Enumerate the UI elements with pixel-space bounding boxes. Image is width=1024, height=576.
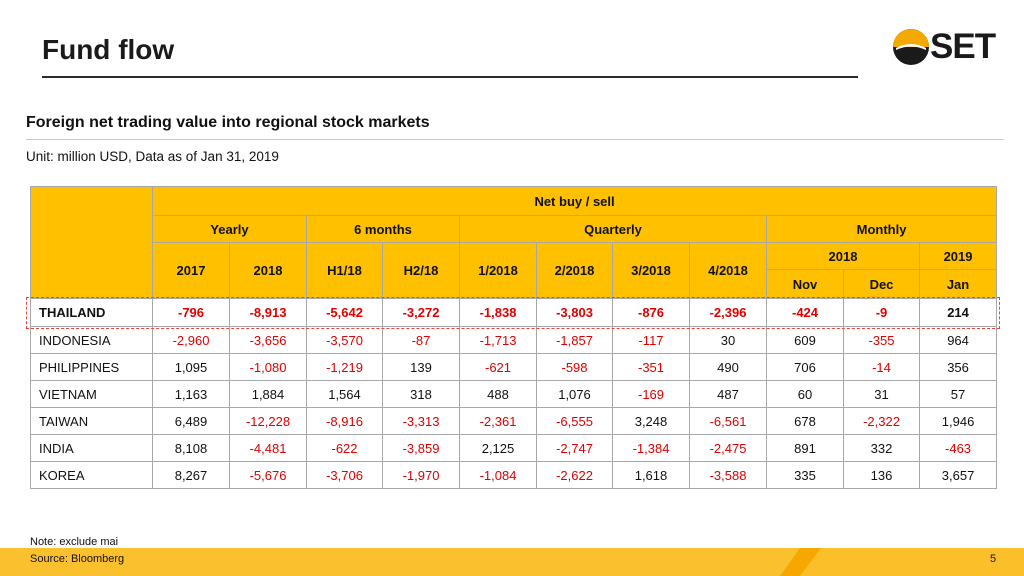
country-cell: PHILIPPINES (31, 354, 153, 381)
country-cell: KOREA (31, 462, 153, 489)
footer-band (0, 548, 1024, 576)
country-cell: INDONESIA (31, 327, 153, 354)
col-header: Jan (920, 270, 997, 299)
table-row (31, 327, 997, 354)
value-cell: -1,384 (613, 435, 690, 462)
value-cell: -169 (613, 381, 690, 408)
value-cell: 139 (383, 354, 460, 381)
value-cell: -2,396 (690, 299, 767, 327)
col-header: 1/2018 (460, 243, 537, 299)
value-cell: -1,838 (460, 299, 537, 327)
value-cell: -87 (383, 327, 460, 354)
value-cell: 335 (767, 462, 844, 489)
value-cell: 3,248 (613, 408, 690, 435)
value-cell: 31 (844, 381, 920, 408)
value-cell: 1,946 (920, 408, 997, 435)
value-cell: 8,267 (153, 462, 230, 489)
value-cell: -5,642 (307, 299, 383, 327)
value-cell: -3,706 (307, 462, 383, 489)
value-cell: 60 (767, 381, 844, 408)
value-cell: -3,272 (383, 299, 460, 327)
value-cell: 1,884 (230, 381, 307, 408)
page-number: 5 (990, 553, 997, 565)
value-cell: 1,618 (613, 462, 690, 489)
group-six-months: 6 months (307, 216, 460, 243)
value-cell: 891 (767, 435, 844, 462)
value-cell: -351 (613, 354, 690, 381)
value-cell: -6,561 (690, 408, 767, 435)
set-logo (892, 26, 1002, 68)
value-cell: 332 (844, 435, 920, 462)
table-body (31, 299, 997, 489)
value-cell: 678 (767, 408, 844, 435)
value-cell: -2,322 (844, 408, 920, 435)
col-header: 3/2018 (613, 243, 690, 299)
group-quarterly: Quarterly (460, 216, 767, 243)
set-logo-icon (892, 26, 930, 68)
table-row (31, 435, 997, 462)
value-cell: -463 (920, 435, 997, 462)
year-2018-header: 2018 (767, 243, 920, 270)
col-header: H1/18 (307, 243, 383, 299)
value-cell: -3,656 (230, 327, 307, 354)
value-cell: -2,960 (153, 327, 230, 354)
year-2019-header: 2019 (920, 243, 997, 270)
country-cell: THAILAND (31, 299, 153, 327)
value-cell: 318 (383, 381, 460, 408)
value-cell: 3,657 (920, 462, 997, 489)
value-cell: 57 (920, 381, 997, 408)
value-cell: -1,219 (307, 354, 383, 381)
footer-decoration (0, 548, 1024, 576)
table-row (31, 462, 997, 489)
country-cell: INDIA (31, 435, 153, 462)
value-cell: 8,108 (153, 435, 230, 462)
value-cell: 1,564 (307, 381, 383, 408)
value-cell: 1,095 (153, 354, 230, 381)
value-cell: -1,857 (537, 327, 613, 354)
value-cell: -622 (307, 435, 383, 462)
value-cell: -12,228 (230, 408, 307, 435)
unit-note: Unit: million USD, Data as of Jan 31, 2019 (26, 149, 279, 164)
col-header: H2/18 (383, 243, 460, 299)
logo-text: SET (930, 27, 996, 66)
source-note: Source: Bloomberg (30, 553, 125, 565)
value-cell: 490 (690, 354, 767, 381)
value-cell: -2,747 (537, 435, 613, 462)
footnote: Note: exclude mai (30, 536, 119, 548)
title-divider (42, 76, 858, 78)
value-cell: -3,588 (690, 462, 767, 489)
value-cell: -2,475 (690, 435, 767, 462)
value-cell: -1,970 (383, 462, 460, 489)
country-cell: TAIWAN (31, 408, 153, 435)
value-cell: 1,163 (153, 381, 230, 408)
value-cell: -8,916 (307, 408, 383, 435)
col-header: Dec (844, 270, 920, 299)
table-row (31, 299, 997, 327)
subtitle-divider (26, 139, 1004, 140)
col-header: 2018 (230, 243, 307, 299)
value-cell: 6,489 (153, 408, 230, 435)
value-cell: 2,125 (460, 435, 537, 462)
col-header: Nov (767, 270, 844, 299)
page-title: Fund flow (42, 34, 175, 65)
group-yearly: Yearly (153, 216, 307, 243)
value-cell: 136 (844, 462, 920, 489)
value-cell: -117 (613, 327, 690, 354)
value-cell: -5,676 (230, 462, 307, 489)
value-cell: 214 (920, 299, 997, 327)
net-buy-sell-header: Net buy / sell (153, 187, 997, 216)
col-header: 2/2018 (537, 243, 613, 299)
value-cell: -1,084 (460, 462, 537, 489)
table-row (31, 408, 997, 435)
group-monthly: Monthly (767, 216, 997, 243)
value-cell: -621 (460, 354, 537, 381)
value-cell: 487 (690, 381, 767, 408)
col-header: 4/2018 (690, 243, 767, 299)
table-corner-cell (31, 187, 153, 299)
value-cell: 964 (920, 327, 997, 354)
value-cell: -1,713 (460, 327, 537, 354)
fund-flow-table (30, 186, 997, 489)
value-cell: -3,570 (307, 327, 383, 354)
section-subtitle: Foreign net trading value into regional stock markets (26, 114, 430, 131)
value-cell: -4,481 (230, 435, 307, 462)
value-cell: 488 (460, 381, 537, 408)
value-cell: -424 (767, 299, 844, 327)
value-cell: -355 (844, 327, 920, 354)
value-cell: -598 (537, 354, 613, 381)
value-cell: -1,080 (230, 354, 307, 381)
value-cell: -876 (613, 299, 690, 327)
country-cell: VIETNAM (31, 381, 153, 408)
value-cell: -14 (844, 354, 920, 381)
value-cell: 356 (920, 354, 997, 381)
table-row (31, 354, 997, 381)
value-cell: -8,913 (230, 299, 307, 327)
value-cell: -6,555 (537, 408, 613, 435)
value-cell: -796 (153, 299, 230, 327)
value-cell: -3,803 (537, 299, 613, 327)
value-cell: -3,859 (383, 435, 460, 462)
value-cell: 609 (767, 327, 844, 354)
value-cell: 706 (767, 354, 844, 381)
value-cell: 1,076 (537, 381, 613, 408)
table-row (31, 381, 997, 408)
value-cell: -9 (844, 299, 920, 327)
value-cell: -3,313 (383, 408, 460, 435)
value-cell: 30 (690, 327, 767, 354)
value-cell: -2,361 (460, 408, 537, 435)
value-cell: -2,622 (537, 462, 613, 489)
col-header: 2017 (153, 243, 230, 299)
